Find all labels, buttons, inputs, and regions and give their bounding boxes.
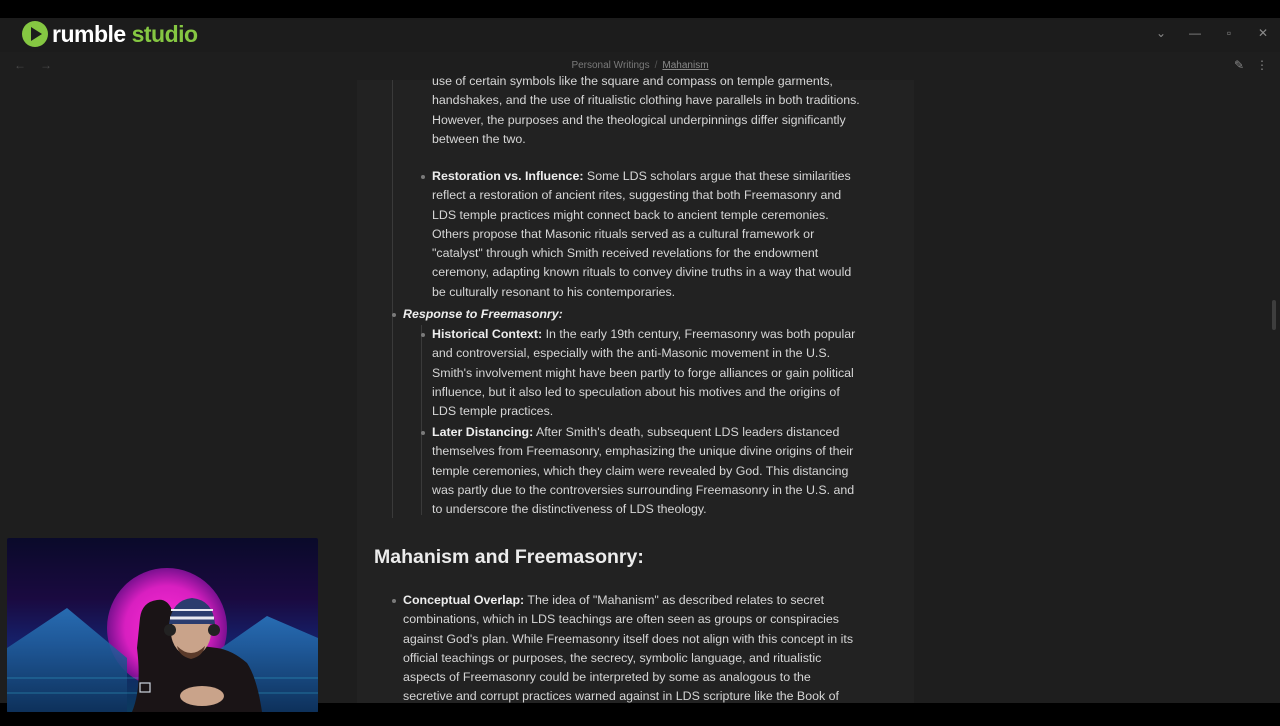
section-heading: Mahanism and Freemasonry: <box>374 546 644 568</box>
back-arrow-icon[interactable]: ← <box>14 58 26 72</box>
text-line: to underscore the distinctiveness of LDS theology. <box>432 502 707 517</box>
breadcrumb-parent[interactable]: Personal Writings <box>571 60 650 71</box>
window-controls <box>1154 26 1270 40</box>
text-line: "catalyst" through which Smith received revelations for the endowment <box>432 246 819 261</box>
list-bullet <box>392 599 396 603</box>
text-span: Some LDS scholars argue that these similarities <box>583 169 851 183</box>
overlap-label: Conceptual Overlap: <box>403 593 525 607</box>
close-icon[interactable]: ✕ <box>1257 26 1269 40</box>
list-bullet <box>392 313 396 317</box>
text-line <box>403 591 853 610</box>
list-item-symbols <box>432 72 860 149</box>
more-options-icon[interactable]: ⋮ <box>1256 58 1268 72</box>
text-line: between the two. <box>432 131 526 146</box>
text-line: against God's plan. While Freemasonry itself does not align with this concept in its <box>403 631 854 646</box>
top-letterbox <box>0 0 1280 18</box>
list-bullet <box>421 431 425 435</box>
logo-rumble: rumble <box>52 20 126 47</box>
text-line: combinations, which in LDS teachings are often seen as groups or conspiracies <box>403 612 839 627</box>
text-line: LDS temple practices might connect back to ancient temple ceremonies. <box>432 207 829 222</box>
breadcrumb-separator: / <box>654 60 658 71</box>
list-bullet <box>421 175 425 179</box>
document-editor[interactable] <box>357 74 914 704</box>
list-bullet <box>421 333 425 337</box>
response-label: Response to Freemasonry: <box>403 307 563 321</box>
breadcrumb <box>0 60 1280 71</box>
restore-icon[interactable]: ▫ <box>1226 26 1232 40</box>
text-line: LDS temple practices. <box>432 404 554 419</box>
indent-guide <box>392 80 393 518</box>
text-line <box>432 167 851 186</box>
indent-guide <box>421 325 422 515</box>
title-bar <box>0 18 1280 52</box>
list-item-historical <box>432 325 855 421</box>
historical-label: Historical Context: <box>432 327 543 341</box>
headphone-right-icon <box>208 624 220 636</box>
rumble-play-icon <box>22 21 48 47</box>
text-span: The idea of "Mahanism" as described relates to secret <box>524 593 825 607</box>
list-item-restoration <box>432 167 851 302</box>
text-span: After Smith's death, subsequent LDS leaders distanced <box>533 425 840 439</box>
webcam-scene <box>7 538 318 712</box>
text-line: handshakes, and the use of ritualistic clothing have parallels in both traditions. <box>432 93 860 108</box>
nav-actions <box>1234 58 1268 72</box>
text-line: and controversial, especially with the anti-Masonic movement in the U.S. <box>432 346 831 361</box>
restoration-label: Restoration vs. Influence: <box>432 169 584 183</box>
text-line: secretive and corrupt practices warned against in LDS scripture like the Book of <box>403 689 839 704</box>
text-line: influence, but it also led to speculation about his motives and the origins of <box>432 384 840 399</box>
text-line <box>432 325 855 344</box>
text-line: temple ceremonies, which they claim were revealed by God. This distancing <box>432 463 849 478</box>
text-line: was partly due to the controversies surrounding Freemasonry in the U.S. and <box>432 482 855 497</box>
text-line: be culturally resonant to his contemporaries. <box>432 284 676 299</box>
logo-wordmark <box>52 21 198 48</box>
list-item-response <box>403 305 563 324</box>
text-line: official teachings or purposes, the secrecy, symbolic language, and ritualistic <box>403 650 822 665</box>
text-line: Others propose that Masonic rituals served as a cultural framework or <box>432 226 815 241</box>
text-line: use of certain symbols like the square and compass on temple garments, <box>432 74 833 88</box>
edit-pencil-icon[interactable]: ✎ <box>1233 58 1244 72</box>
list-item-distancing <box>432 423 854 519</box>
text-line: reflect a restoration of ancient rites, suggesting that both Freemasonry and <box>432 188 842 203</box>
text-span: In the early 19th century, Freemasonry was both popular <box>542 327 856 341</box>
webcam-overlay <box>7 538 318 712</box>
breadcrumb-current[interactable]: Mahanism <box>662 60 709 71</box>
text-line: Smith's involvement might have been partly to forge alliances or gain political <box>432 365 854 380</box>
forward-arrow-icon[interactable]: → <box>40 58 52 72</box>
text-line: However, the purposes and the theological underpinnings differ significantly <box>432 112 846 127</box>
chevron-down-icon[interactable]: ⌄ <box>1155 26 1167 40</box>
logo-studio: studio <box>131 20 198 47</box>
clasped-hands <box>180 686 224 706</box>
text-line: aspects of Freemasonry could be interpreted by some as analogous to the <box>403 670 811 685</box>
minimize-icon[interactable]: — <box>1189 26 1201 40</box>
text-line: ceremony, adapting known rituals to convey divine truths in a way that would <box>432 265 852 280</box>
headphone-left-icon <box>164 624 176 636</box>
text-line: themselves from Freemasonry, emphasizing the unique divine origins of their <box>432 444 854 459</box>
text-line <box>432 423 854 442</box>
distancing-label: Later Distancing: <box>432 425 534 439</box>
rumble-studio-logo <box>22 18 198 50</box>
page-scrollbar[interactable] <box>1272 300 1276 330</box>
